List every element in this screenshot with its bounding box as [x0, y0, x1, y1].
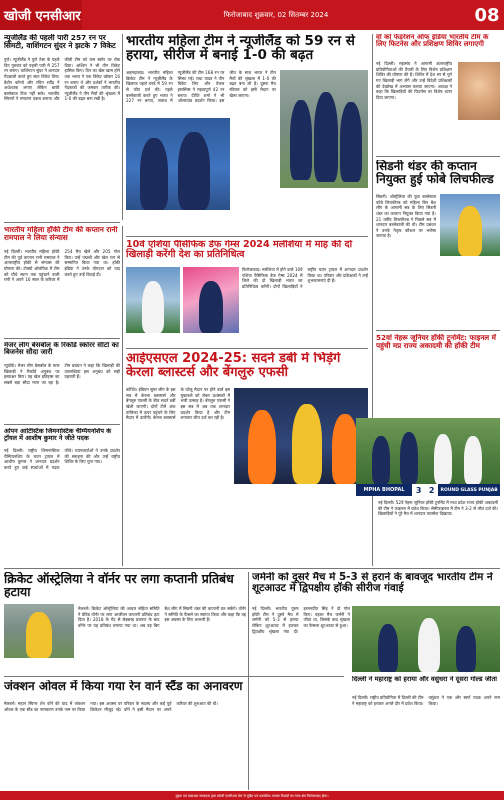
team-name-right: ROUND GLASS PUNJAB [438, 484, 500, 496]
headline: जंक्शन ओवल में किया गया रेन वार्न स्टैंड का अनावरण [4, 680, 243, 693]
player-figure [372, 436, 390, 484]
headline: क्रिकेट ऑस्ट्रेलिया ने वॉर्नर पर लगा कप्तानी प्रतिबंध हटाया [4, 572, 234, 600]
story-body: न्यूयॉर्क। मेजर लीग बेसबॉल के स्टार खिलाड़ी ने रिकॉर्ड अनुबंध पर हस्ताक्षर किए। यह खेल इतिहास का सबसे बड़ा सौदा माना जा रहा है। टीम प्रबंधन ने कहा कि खिलाड़ी की उपलब्धियां इस अनुबंध को सही ठहराती हैं। [4, 363, 120, 385]
section-rule [126, 348, 368, 349]
section-rule [4, 424, 120, 425]
player-figure [290, 100, 312, 180]
column-rule [122, 226, 123, 566]
score-left: 3 [412, 484, 425, 496]
story-body-left: कोच्चि। इंडियन सुपर लीग के इस सत्र में केरला ब्लास्टर्स और बेंगलुरु एफसी के बीच सदर्न डर्बी खेली जाएगी। दोनों टीमें अंक तालिका में ऊपर पहुंचने के लिए मैदान में उतरेंगी। केरला ब्लास्टर्स के घरेलू मैदान पर होने वाले इस मुकाबले को लेकर प्रशंसकों में भारी उत्साह है। बेंगलुरु एफसी ने इस सत्र में अब तक शानदार प्रदर्शन किया है और टीम लगातार जीत दर्ज कर रही है। [126, 387, 230, 421]
headline: ओपन आर्टिस्टिक जिमनास्टिक चैम्पियनशिप के ट्रॉयल में आशीष कुमार ने जीते पदक [4, 428, 112, 442]
story-body: नई दिल्ली। 52वें नेहरू जूनियर हॉकी टूर्नामेंट में मध्य प्रदेश राज्य हॉकी अकादमी की टीम ने फाइनल में प्रवेश किया। सेमीफाइनल में टीम ने 3-2 से जीत दर्ज की। खिलाड़ियों ने पूरे मैच में शानदार तालमेल दिखाया। [378, 500, 498, 517]
player-figure [292, 404, 322, 484]
section-rule [4, 222, 120, 223]
player-figure [314, 92, 338, 182]
player-figure [248, 410, 276, 484]
headline: 10वें एशिया पैसिफिक डेफ गेम्स 2024 मलेशिया में माह की दो खिलाड़ी करेंगी देश का प्रतिनिधित्व [126, 240, 353, 261]
player-figure [378, 624, 398, 672]
page-number: 08 [474, 4, 500, 26]
imprint-footer: मुद्रक एवं प्रकाशक सम्पादक द्वारा खोजी एनसीआर प्रेस से मुद्रित एवं प्रकाशित। समस्त विवादों का न्याय क्षेत्र फिरोजाबाद होगा। [0, 791, 504, 800]
masthead [0, 0, 504, 30]
player-figure [418, 618, 440, 672]
headline: मेजर लीग बेसबॉल के रिकॉर्ड स्कोरर सीटो का बिजनेस सौदा जारी [4, 342, 119, 357]
player-figure [178, 132, 210, 210]
headline: आईएसएल 2024-25: सदर्न डर्बी में भिड़ेंगे केरला ब्लास्टर्स और बेंगलुरु एफसी [126, 352, 341, 380]
headline: जर्मनी को दूसरे मैच में 5-3 से हराने के बावजूद भारतीय टीम ने शूटआउट में द्विपक्षीय हॉकी सीरीज गंवाई [252, 572, 493, 594]
section-rule [376, 156, 500, 157]
scoreboard [356, 484, 500, 496]
section-rule [4, 676, 344, 677]
headline: सिडनी थंडर की कप्तान नियुक्त हुई फोबे लिचफील्ड [376, 160, 494, 186]
headline: भारतीय महिला टीम ने न्यूजीलैंड को 59 रन से हराया, सीरीज में बनाई 1-0 की बढ़त [126, 34, 355, 64]
players-celebrate-photo [126, 118, 230, 210]
litchfield-photo [440, 194, 500, 256]
story-body: फिरोजाबाद। मलेशिया में होने वाले 10वें एशिया पैसिफिक डेफ गेम्स 2024 में जिले की दो खिलाड़ी भारत का प्रतिनिधित्व करेंगी। दोनों खिलाड़ियों ने राष्ट्रीय चयन ट्रायल में शानदार प्रदर्शन किया था। परिवार और प्रशिक्षकों ने उन्हें शुभकामनाएं दी हैं। [242, 267, 368, 289]
column-rule [122, 34, 123, 220]
story-sundar [4, 34, 120, 220]
team-photo [280, 70, 368, 188]
story-body: नई दिल्ली। भारतीय पुरुष हॉकी टीम ने दूसरे मैच में जर्मनी को 5-3 से हराया लेकिन शूटआउट में हारकर द्विपक्षीय श्रृंखला गंवा दी। हरमनप्रीत सिंह ने दो गोल किए। पहला मैच जर्मनी ने जीता था, जिसके बाद श्रृंखला का फैसला शूटआउट से हुआ। [252, 606, 350, 634]
story-body: पुणे। न्यूजीलैंड ने पुणे टेस्ट के पहले दिन गुरुवार को पहली पारी में 257 रन बनाए। वाशिंगटन सुंदर ने शानदार गेंदबाजी करते हुए सात विकेट लिए। डेवोन कॉनवे और रचिन रवींद्र ने अर्धशतक लगाए लेकिन बाकी बल्लेबाज टिक नहीं सके। भारतीय स्पिनरों ने लगातार दबाव बनाया और कीवी टीम को कम स्कोर पर रोक दिया। अश्विन ने भी तीन विकेट हासिल किए। दिन का खेल खत्म होने तक भारत ने एक विकेट खोकर 16 रन बनाए थे और दर्शकों ने भारतीय गेंदबाजों की जमकर तारीफ की। न्यूजीलैंड ने तीन मैचों की श्रृंखला में 1-0 की बढ़त बना रखी है। [4, 57, 120, 102]
story-baseball [4, 342, 120, 422]
athlete-figure [199, 281, 223, 333]
story-gymnastics [4, 428, 120, 566]
story-junction-oval [4, 680, 344, 790]
story-body: नई दिल्ली। महासंघ ने आगामी अंतरराष्ट्रीय प्रतियोगिताओं की तैयारी के लिए विशेष प्रशिक्षण शिविर की घोषणा की है। शिविर में देश भर से चुने गए खिलाड़ी भाग लेंगे और उन्हें विदेशी प्रशिक्षकों की देखरेख में अभ्यास कराया जाएगा। अध्यक्ष ने कहा कि खिलाड़ियों की फिटनेस पर विशेष ध्यान दिया जाएगा। [376, 61, 452, 100]
score-right: 2 [425, 484, 438, 496]
player-figure [26, 612, 52, 658]
headline: वो को फेडरेशन ऑफ इंडिया भारतीय टीम के लिए फिटनेस और प्रशिक्षण शिविर लगाएगी [376, 34, 489, 49]
athlete-photo-1 [126, 267, 180, 333]
story-delhi-maharashtra [352, 676, 500, 790]
headline: 52वां नेहरू जूनियर हॉकी टूर्नामेंट: फाइनल में पहुंची मप्र राज्य अकादमी की हॉकी टीम [376, 334, 496, 350]
story-body: अहमदाबाद। भारतीय महिला क्रिकेट टीम ने न्यूजीलैंड के खिलाफ पहले वनडे में 59 रन से जीत दर्ज की। पहले बल्लेबाजी करते हुए भारत ने 227 रन बनाए, जवाब में न्यूजीलैंड की टीम 168 रन पर सिमट गई। राधा यादव ने तीन विकेट लिए और तेजल हसब्निस ने महत्वपूर्ण 42 रन बनाए। दीप्ति शर्मा ने भी ऑलराउंड प्रदर्शन किया। इस जीत के साथ भारत ने तीन मैचों की श्रृंखला में 1-0 की बढ़त बना ली है। दूसरा मैच रविवार को इसी मैदान पर खेला जाएगा। [126, 70, 276, 104]
player-figure [456, 626, 476, 672]
athlete-figure [142, 281, 164, 333]
story-nehru-hockey [376, 334, 500, 358]
story-rani-rampal [4, 226, 120, 336]
column-rule [372, 160, 373, 566]
section-rule [376, 330, 500, 331]
player-figure [434, 434, 452, 484]
player-figure [464, 436, 482, 484]
headline: भारतीय महिला हॉकी टीम की कप्तान रानी रामपाल ने लिया संन्यास [4, 226, 118, 242]
player-figure [340, 102, 362, 182]
edition-line: फिरोजाबाद शुक्रवार, 02 सितम्बर 2024 [223, 10, 329, 19]
story-body: सिडनी। ऑस्ट्रेलिया की युवा बल्लेबाज फोबे लिचफील्ड को महिला बिग बैश लीग के आगामी सत्र के लिए सिडनी थंडर का कप्तान नियुक्त किया गया है। 21 वर्षीय लिचफील्ड ने पिछले सत्र में शानदार बल्लेबाजी की थी। टीम प्रबंधन ने उनके नेतृत्व कौशल पर भरोसा जताया है। [376, 194, 436, 239]
section-rule [4, 338, 120, 339]
story-body: मेलबर्न। क्रिकेट ऑस्ट्रेलिया की आचार संहिता समिति ने डेविड वॉर्नर पर लगा आजीवन कप्तानी प्रतिबंध हटा दिया है। 2018 के गेंद से छेड़छाड़ प्रकरण के बाद वॉर्नर पर यह प्रतिबंध लगाया गया था। अब वह बिग बैश लीग में सिडनी थंडर की कप्तानी कर सकेंगे। वॉर्नर ने समिति के फैसले का स्वागत किया और कहा कि वह इस अवसर के लिए आभारी हैं। [78, 606, 246, 628]
brand-name: खोजी एनसीआर [0, 0, 82, 30]
athlete-photo-2 [183, 267, 239, 333]
section-rule [126, 236, 368, 237]
headline: दिल्ली ने महाराष्ट्र को हराया और वसुंधरा ने दूसरा गोल्ड जीता [352, 676, 497, 683]
story-body: नई दिल्ली। भारतीय महिला हॉकी टीम की पूर्व कप्तान रानी रामपाल ने अंतरराष्ट्रीय हॉकी से संन्यास की घोषणा की। टोक्यो ओलंपिक में टीम को चौथे स्थान तक पहुंचाने वाली रानी ने अपने 16 साल के करियर में 254 मैच खेले और 205 गोल किए। उन्हें पद्मश्री और खेल रत्न से सम्मानित किया गया था। हॉकी इंडिया ने उनके योगदान को याद करते हुए उन्हें विदाई दी। [4, 249, 120, 283]
player-figure [400, 432, 418, 484]
player-figure [332, 414, 358, 484]
player-figure [458, 206, 482, 256]
section-rule [4, 568, 500, 569]
official-portrait [458, 62, 500, 120]
headline: न्यूजीलैंड की पहली पारी 257 रन पर सिमटी, वाशिंगटन सुंदर ने झटके 7 विकेट [4, 34, 116, 50]
story-body: नई दिल्ली। राष्ट्रीय जिमनास्टिक चैम्पियनशिप के चयन ट्रायल में आशीष कुमार ने शानदार प्रदर्शन करते हुए कई स्पर्धाओं में पदक जीते। चयनकर्ताओं ने उनके प्रदर्शन की सराहना की और उन्हें राष्ट्रीय शिविर के लिए चुना गया। [4, 448, 120, 470]
player-figure [140, 138, 168, 210]
hockey-match-photo [352, 606, 500, 672]
football-photo [234, 388, 368, 484]
warner-photo [4, 604, 74, 658]
story-body: मेलबर्न। महान स्पिनर शेन वॉर्न की याद में जंक्शन ओवल के एक स्टैंड का नामकरण उनके नाम पर किया गया। इस अवसर पर परिवार के सदस्य और कई पूर्व क्रिकेटर मौजूद रहे। वॉर्न ने इसी मैदान पर अपने करियर की शुरुआत की थी। [4, 701, 218, 712]
team-name-left: MPHA BHOPAL [356, 484, 412, 496]
story-body: नई दिल्ली। राष्ट्रीय प्रतियोगिता में दिल्ली की टीम ने महाराष्ट्र को हराकर अगले दौर में प्रवेश किया। वसुंधरा ने एक और स्वर्ण पदक अपने नाम किया। [352, 695, 500, 706]
hockey-team-photo [356, 418, 500, 484]
